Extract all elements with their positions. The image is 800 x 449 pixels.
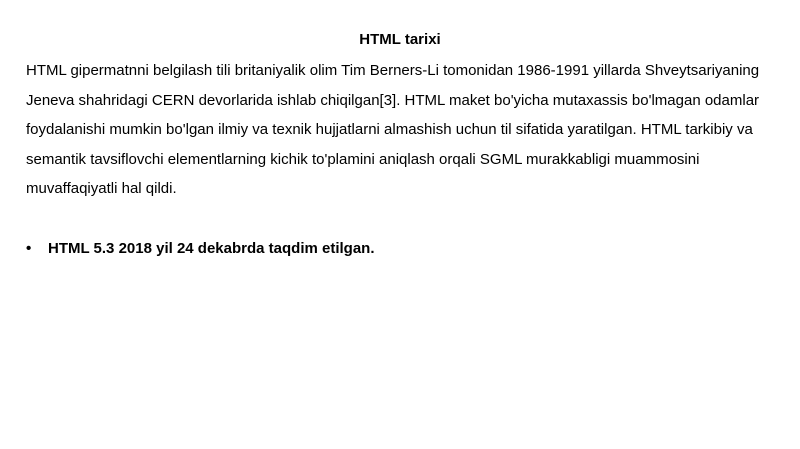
body-paragraph: HTML gipermatnni belgilash tili britaniyalik olim Tim Berners-Li tomonidan 1986-1991 yillarda Shveytsariyaning Jeneva shahridagi CERN devorlarida ishlab chiqilgan[3]. HTML maket bo'yicha mutaxassis bo'lmagan odamlar foydalanishi mumkin bo'lgan ilmiy va texnik hujjatlarni almashish uchun til sifatida yaratilgan. HTML tarkibiy va semantik tavsiflovchi elementlarning kichik to'plamini aniqlash orqali SGML murakkabligi muammosini muvaffaqiyatli hal qildi. — [26, 62, 760, 197]
list-item — [26, 236, 766, 262]
bullet-list — [26, 236, 766, 262]
slide-title: HTML tarixi — [359, 31, 441, 48]
bullet-text: HTML 5.3 2018 yil 24 dekabrda taqdim etilgan. — [48, 240, 375, 257]
bullet-marker: • — [26, 240, 32, 257]
